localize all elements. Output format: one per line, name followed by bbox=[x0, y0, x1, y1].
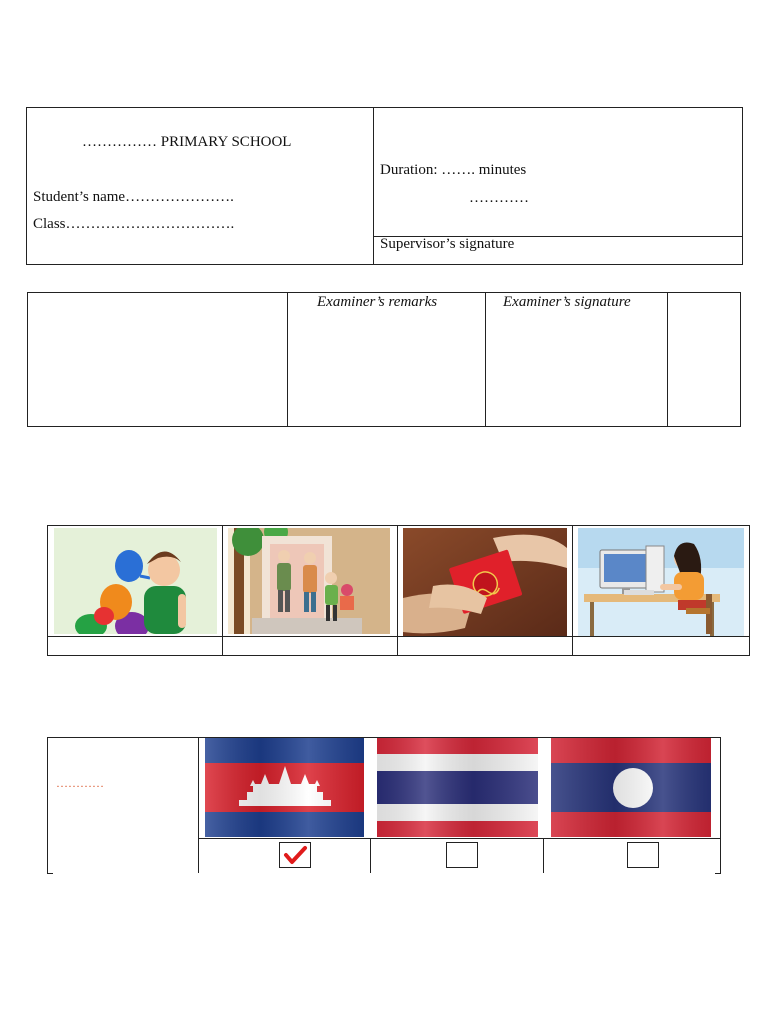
thailand-checkbox[interactable] bbox=[446, 842, 478, 868]
duration-line: Duration: ……. minutes bbox=[380, 162, 527, 178]
boy-blowing-balloons-icon bbox=[54, 528, 217, 634]
examiner-signature-label: Examiner’s signature bbox=[503, 294, 631, 310]
supervisor-signature-label: Supervisor’s signature bbox=[380, 236, 515, 252]
flags-bottom-left-tick bbox=[47, 873, 53, 874]
grading-box bbox=[27, 292, 741, 427]
thailand-flag-icon bbox=[377, 738, 538, 837]
girl-at-computer-icon bbox=[578, 528, 744, 636]
checkmark-icon bbox=[280, 843, 310, 867]
student-name-field[interactable]: Student’s name…………………. bbox=[33, 189, 234, 205]
laos-flag-icon bbox=[551, 738, 711, 837]
pictures-col-divider-3 bbox=[572, 525, 573, 656]
examiner-remarks-label: Examiner’s remarks bbox=[317, 294, 438, 310]
flags-prompt-dots: ………… bbox=[56, 776, 104, 790]
flags-bottom-right-tick bbox=[715, 873, 721, 874]
red-envelope-gift-icon bbox=[403, 528, 567, 636]
flags-table-right bbox=[720, 737, 721, 873]
flags-checkbox-row-top bbox=[198, 838, 721, 839]
pictures-col-divider-2 bbox=[397, 525, 398, 656]
flags-col-divider-2 bbox=[370, 838, 371, 873]
laos-checkbox[interactable] bbox=[627, 842, 659, 868]
grading-divider-1 bbox=[287, 292, 288, 427]
flags-col-divider-1 bbox=[198, 737, 199, 873]
family-visit-grandparents-icon bbox=[228, 528, 390, 634]
pictures-col-divider-1 bbox=[222, 525, 223, 656]
flags-col-divider-3 bbox=[543, 838, 544, 873]
class-field[interactable]: Class……………………………. bbox=[33, 216, 235, 232]
cambodia-flag-icon bbox=[205, 738, 364, 837]
cambodia-checkbox[interactable] bbox=[279, 842, 311, 868]
dotted-line: ………… bbox=[469, 190, 529, 206]
pictures-row-divider bbox=[47, 636, 750, 637]
school-name-line: …………… PRIMARY SCHOOL bbox=[82, 134, 292, 150]
grading-divider-3 bbox=[667, 292, 668, 427]
flags-table-left bbox=[47, 737, 48, 873]
grading-divider-2 bbox=[485, 292, 486, 427]
header-divider bbox=[373, 107, 374, 265]
